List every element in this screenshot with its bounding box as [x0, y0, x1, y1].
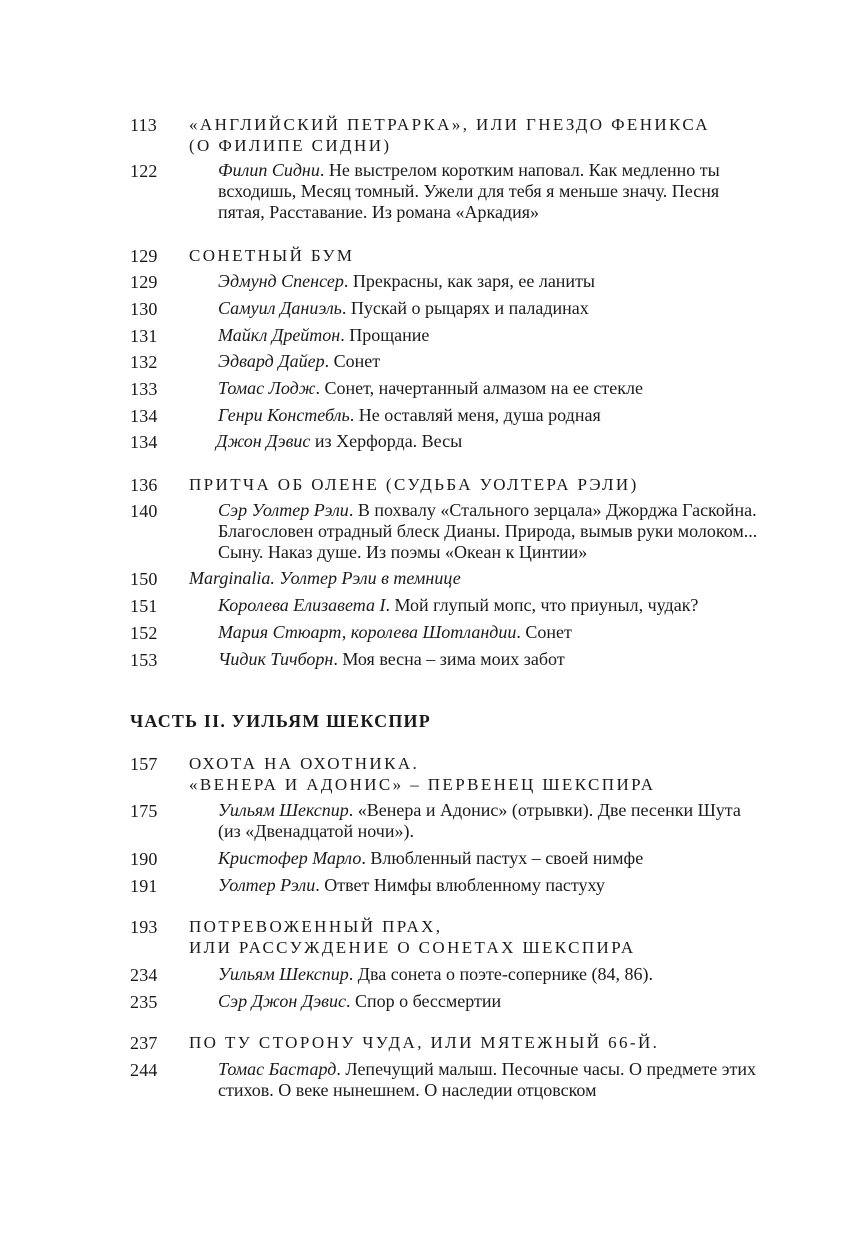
page-number: 150 [130, 569, 158, 589]
page-number: 244 [130, 1060, 158, 1080]
item-text: Генри Констебль. Не оставляй меня, душа родная [218, 405, 601, 425]
author: Майкл Дрейтон [218, 325, 341, 345]
page-number: 153 [130, 650, 158, 670]
page-number: 152 [130, 623, 158, 643]
item-text: Томас Бастард. Лепечущий малыш. Песочные часы. О предмете этих стихов. О веке нынешнем. О наследии отцовском [218, 1059, 756, 1100]
section-title: ПОТРЕВОЖЕННЫЙ ПРАХ, ИЛИ РАССУЖДЕНИЕ О СОНЕТАХ ШЕКСПИРА [189, 917, 636, 957]
page-number: 157 [130, 754, 158, 774]
author: Сэр Уолтер Рэли [218, 500, 349, 520]
page-number: 131 [130, 326, 158, 346]
author: Кристофер Марло [218, 848, 362, 868]
author: Самуил Даниэль [218, 298, 342, 318]
author: Эдмунд Спенсер [218, 271, 344, 291]
page-number: 136 [130, 475, 158, 495]
item-text: Майкл Дрейтон. Прощание [218, 325, 430, 345]
page-number: 234 [130, 965, 158, 985]
author: Уолтер Рэли [218, 875, 316, 895]
item-text: Мария Стюарт, королева Шотландии. Сонет [218, 622, 572, 642]
item-text: Джон Дэвис из Херфорда. Весы [216, 431, 463, 451]
item-text: Томас Лодж. Сонет, начертанный алмазом на ее стекле [218, 378, 643, 398]
page-number: 129 [130, 246, 158, 266]
author: Томас Лодж [218, 378, 316, 398]
author: Джон Дэвис [216, 431, 311, 451]
author: Уильям Шекспир [218, 964, 349, 984]
author: Сэр Джон Дэвис [218, 991, 346, 1011]
section-title: «АНГЛИЙСКИЙ ПЕТРАРКА», ИЛИ ГНЕЗДО ФЕНИКСА (О ФИЛИПЕ СИДНИ) [189, 115, 710, 155]
item-text: Уильям Шекспир. Два сонета о поэте-сопернике (84, 86). [218, 964, 654, 984]
author: Уильям Шекспир [218, 800, 349, 820]
item-text: Эдмунд Спенсер. Прекрасны, как заря, ее ланиты [218, 271, 596, 291]
part-title: ЧАСТЬ II. УИЛЬЯМ ШЕКСПИР [130, 711, 431, 731]
page-number: 113 [130, 115, 157, 135]
page-number: 175 [130, 801, 158, 821]
item-text: Эдвард Дайер. Сонет [218, 351, 381, 371]
page-number: 140 [130, 501, 158, 521]
author: Королева Елизавета I [218, 595, 386, 615]
item-text: Уильям Шекспир. «Венера и Адонис» (отрывки). Две песенки Шута (из «Двенадцатой ночи»). [218, 800, 741, 841]
item-text: Сэр Уолтер Рэли. В похвалу «Стального зерцала» Джорджа Гаскойна. Благословен отрадный блеск Дианы. Природа, вымыв руки молоком... Сыну. Наказ душе. Из поэмы «Океан к Цинтии» [218, 500, 758, 562]
page-number: 190 [130, 849, 158, 869]
page-number: 129 [130, 272, 158, 292]
item-text: Сэр Джон Дэвис. Спор о бессмертии [218, 991, 502, 1011]
author: Эдвард Дайер [218, 351, 325, 371]
author: Томас Бастард [218, 1059, 337, 1079]
page-number: 134 [130, 406, 158, 426]
page-number: 191 [130, 876, 158, 896]
item-text: Кристофер Марло. Влюбленный пастух – своей нимфе [218, 848, 644, 868]
page-number: 132 [130, 352, 158, 372]
author: Филип Сидни [218, 160, 320, 180]
item-text: Уолтер Рэли. Ответ Нимфы влюбленному пастуху [218, 875, 605, 895]
page-number: 235 [130, 992, 158, 1012]
section-title: ПО ТУ СТОРОНУ ЧУДА, ИЛИ МЯТЕЖНЫЙ 66-Й. [189, 1033, 660, 1052]
item-text: Королева Елизавета I. Мой глупый мопс, что приуныл, чудак? [218, 595, 699, 615]
author: Генри Констебль [218, 405, 350, 425]
section-title: СОНЕТНЫЙ БУМ [189, 246, 355, 265]
author: Мария Стюарт, королева Шотландии [218, 622, 517, 642]
item-text: Чидик Тичборн. Моя весна – зима моих забот [218, 649, 565, 669]
page-number: 133 [130, 379, 158, 399]
item-text: Филип Сидни. Не выстрелом коротким наповал. Как медленно ты всходишь, Месяц томный. Ужели для тебя я меньше значу. Песня пятая, Расставание. Из романа «Аркадия» [218, 160, 720, 222]
page-number: 237 [130, 1033, 158, 1053]
page-number: 130 [130, 299, 158, 319]
section-title: ПРИТЧА ОБ ОЛЕНЕ (СУДЬБА УОЛТЕРА РЭЛИ) [189, 475, 639, 494]
page-number: 193 [130, 917, 158, 937]
section-title: ОХОТА НА ОХОТНИКА. «ВЕНЕРА И АДОНИС» – ПЕРВЕНЕЦ ШЕКСПИРА [189, 754, 656, 794]
page-number: 134 [130, 432, 158, 452]
item-text: Marginalia. Уолтер Рэли в темнице [189, 568, 461, 588]
item-text: Самуил Даниэль. Пускай о рыцарях и паладинах [218, 298, 589, 318]
author: Чидик Тичборн [218, 649, 334, 669]
page-number: 122 [130, 161, 158, 181]
page-number: 151 [130, 596, 158, 616]
